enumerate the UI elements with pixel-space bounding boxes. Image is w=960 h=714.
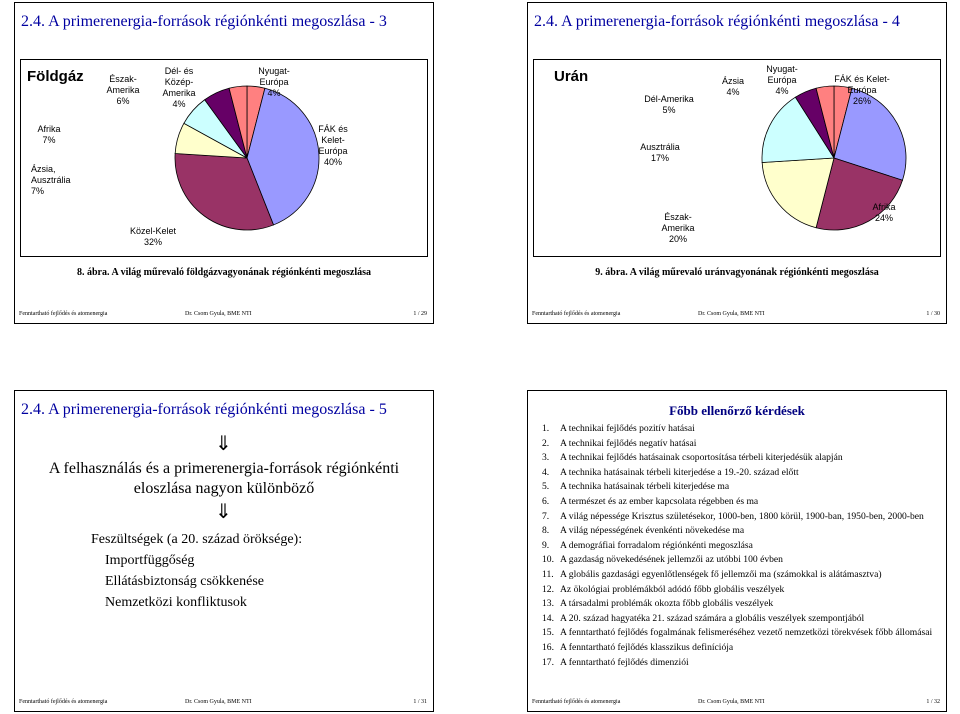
question-number: 16. [542,641,554,653]
slice-label: Dél-Amerika 5% [644,94,694,115]
question-number: 3. [542,452,550,464]
question-text: A technika hatásainak térbeli kiterjedése a 19.-20. század előtt [560,466,799,478]
question-text: A fenntartható fejlődés dimenziói [560,656,689,668]
footer-author: Dr. Csom Gyula, BME NTI [185,311,252,317]
question-number: 5. [542,481,550,493]
question-item [542,539,940,552]
question-number: 9. [542,539,550,551]
slide-gas [14,2,434,324]
question-number: 2. [542,437,550,449]
chart-fuel-title: Földgáz [27,68,84,85]
question-text: A természet és az ember kapcsolata régebben és ma [560,495,759,507]
question-number: 7. [542,510,550,522]
slice-label: Nyugat-Európa 4% [258,66,290,98]
footer-page: 1 / 29 [413,311,427,317]
slide-title: 2.4. A primerenergia-források régiónkénti megoszlása - 5 [21,401,387,418]
slice-label: Ázsia, Ausztrália 7% [31,164,71,196]
footer-page: 1 / 31 [413,699,427,705]
slide-title: 2.4. A primerenergia-források régiónkénti megoszlása - 4 [534,13,900,30]
down-arrow-icon: ⇓ [215,501,232,523]
footer-course: Fenntartható fejlődés és atomenergia [19,311,108,317]
question-text: A technikai fejlődés hatásainak csoportosítása térbeli kiterjedésük alapján [560,452,843,464]
footer-course: Fenntartható fejlődés és atomenergia [532,311,621,317]
footer-author: Dr. Csom Gyula, BME NTI [698,699,765,705]
question-item [542,553,940,566]
question-list [542,422,940,670]
tension-item: Importfüggőség [105,553,195,568]
figure-caption: 8. ábra. A világ műrevaló földgázvagyonának régiónkénti megoszlása [77,267,371,278]
question-item [542,437,940,450]
slice-label: Ázsia 4% [721,76,745,97]
chart-fuel-title: Urán [554,68,589,85]
footer-author: Dr. Csom Gyula, BME NTI [698,311,765,317]
question-item [542,568,940,581]
down-arrow-icon: ⇓ [215,433,232,455]
question-item [542,524,940,537]
question-number: 4. [542,466,550,478]
question-number: 13. [542,598,554,610]
footer-author: Dr. Csom Gyula, BME NTI [185,699,252,705]
question-text: A fenntartható fejlődés fogalmának felismeréséhez vezető nemzetközi törekvések főbb állomásai [560,627,933,639]
question-text: A globális gazdasági egyenlőtlenségek fő jellemzői ma (számokkal is alátámasztva) [560,568,882,580]
question-item [542,612,940,625]
question-number: 6. [542,495,550,507]
footer-course: Fenntartható fejlődés és atomenergia [532,699,621,705]
slide-title: 2.4. A primerenergia-források régiónkénti megoszlása - 3 [21,13,387,30]
gas-pie-chart [21,60,427,256]
slice-label: FÁK és Kelet-Európa 40% [318,124,348,167]
tension-item: Ellátásbiztonság csökkenése [105,574,265,589]
question-text: A technika hatásainak térbeli kiterjedése ma [560,481,730,493]
slide-title: Főbb ellenőrző kérdések [669,403,805,418]
question-item [542,626,940,639]
question-number: 15. [542,627,554,639]
question-text: A világ népességének évenkénti növekedése ma [560,525,745,537]
slice-label: Ausztrália 17% [640,142,680,163]
question-number: 8. [542,525,550,537]
question-number: 14. [542,612,554,624]
question-item [542,466,940,479]
question-number: 11. [542,568,554,580]
question-text: Az ökológiai problémákból adódó főbb globális veszélyek [560,583,785,595]
question-number: 12. [542,583,554,595]
question-item [542,641,940,654]
question-text: A demográfiai forradalom régiónkénti megoszlása [560,539,753,551]
question-item [542,495,940,508]
question-item [542,510,940,523]
slice-label: Afrika 7% [37,124,61,145]
question-number: 17. [542,656,554,668]
question-item [542,583,940,596]
question-number: 1. [542,423,550,434]
uranium-chart-frame [533,59,941,257]
question-text: A fenntartható fejlődés klasszikus definíciója [560,641,734,653]
slice-label: Afrika 24% [872,202,896,223]
figure-caption: 9. ábra. A világ műrevaló uránvagyonának régiónkénti megoszlása [595,267,879,278]
slice-label: FÁK és Kelet-Európa 26% [834,74,890,106]
slice-label: Közel-Kelet 32% [129,226,177,247]
slice-label: Nyugat-Európa 4% [766,64,798,96]
footer-page: 1 / 30 [926,311,940,317]
question-number: 10. [542,554,554,566]
question-item [542,422,940,435]
tension-item: Nemzetközi konfliktusok [105,595,247,610]
question-item [542,451,940,464]
question-text: A technikai fejlődés negatív hatásai [560,437,697,449]
question-text: A 20. század hagyatéka 21. század számára a globális veszélyek szempontjából [560,612,865,624]
slide-regional-distribution [14,390,434,712]
slice-label: Észak-Amerika 6% [106,74,140,106]
main-statement-line1: A felhasználás és a primerenergia-források régiónkénti [48,460,400,477]
slide-review-questions [527,390,947,712]
question-text: A társadalmi problémák okozta főbb globális veszélyek [560,598,774,610]
footer-course: Fenntartható fejlődés és atomenergia [19,699,108,705]
slide-uranium [527,2,947,324]
uranium-pie-chart [534,60,940,256]
slice-label: Észak-Amerika 20% [661,212,695,244]
gas-chart-frame [20,59,428,257]
question-text: A világ népessége Krisztus születésekor, 1000-ben, 1800 körül, 1900-ban, 1950-ben, 2000-ben [560,510,924,522]
question-item [542,597,940,610]
question-text: A technikai fejlődés pozitív hatásai [560,423,695,434]
question-item [542,480,940,493]
slice-label: Dél- és Közép-Amerika 4% [162,66,196,109]
question-item [542,656,940,669]
tension-heading: Feszültségek (a 20. század öröksége): [91,532,303,547]
question-text: A gazdaság növekedésének jellemzői az utóbbi 100 évben [560,554,783,566]
footer-page: 1 / 32 [926,699,940,705]
main-statement-line2: eloszlása nagyon különböző [133,480,315,497]
